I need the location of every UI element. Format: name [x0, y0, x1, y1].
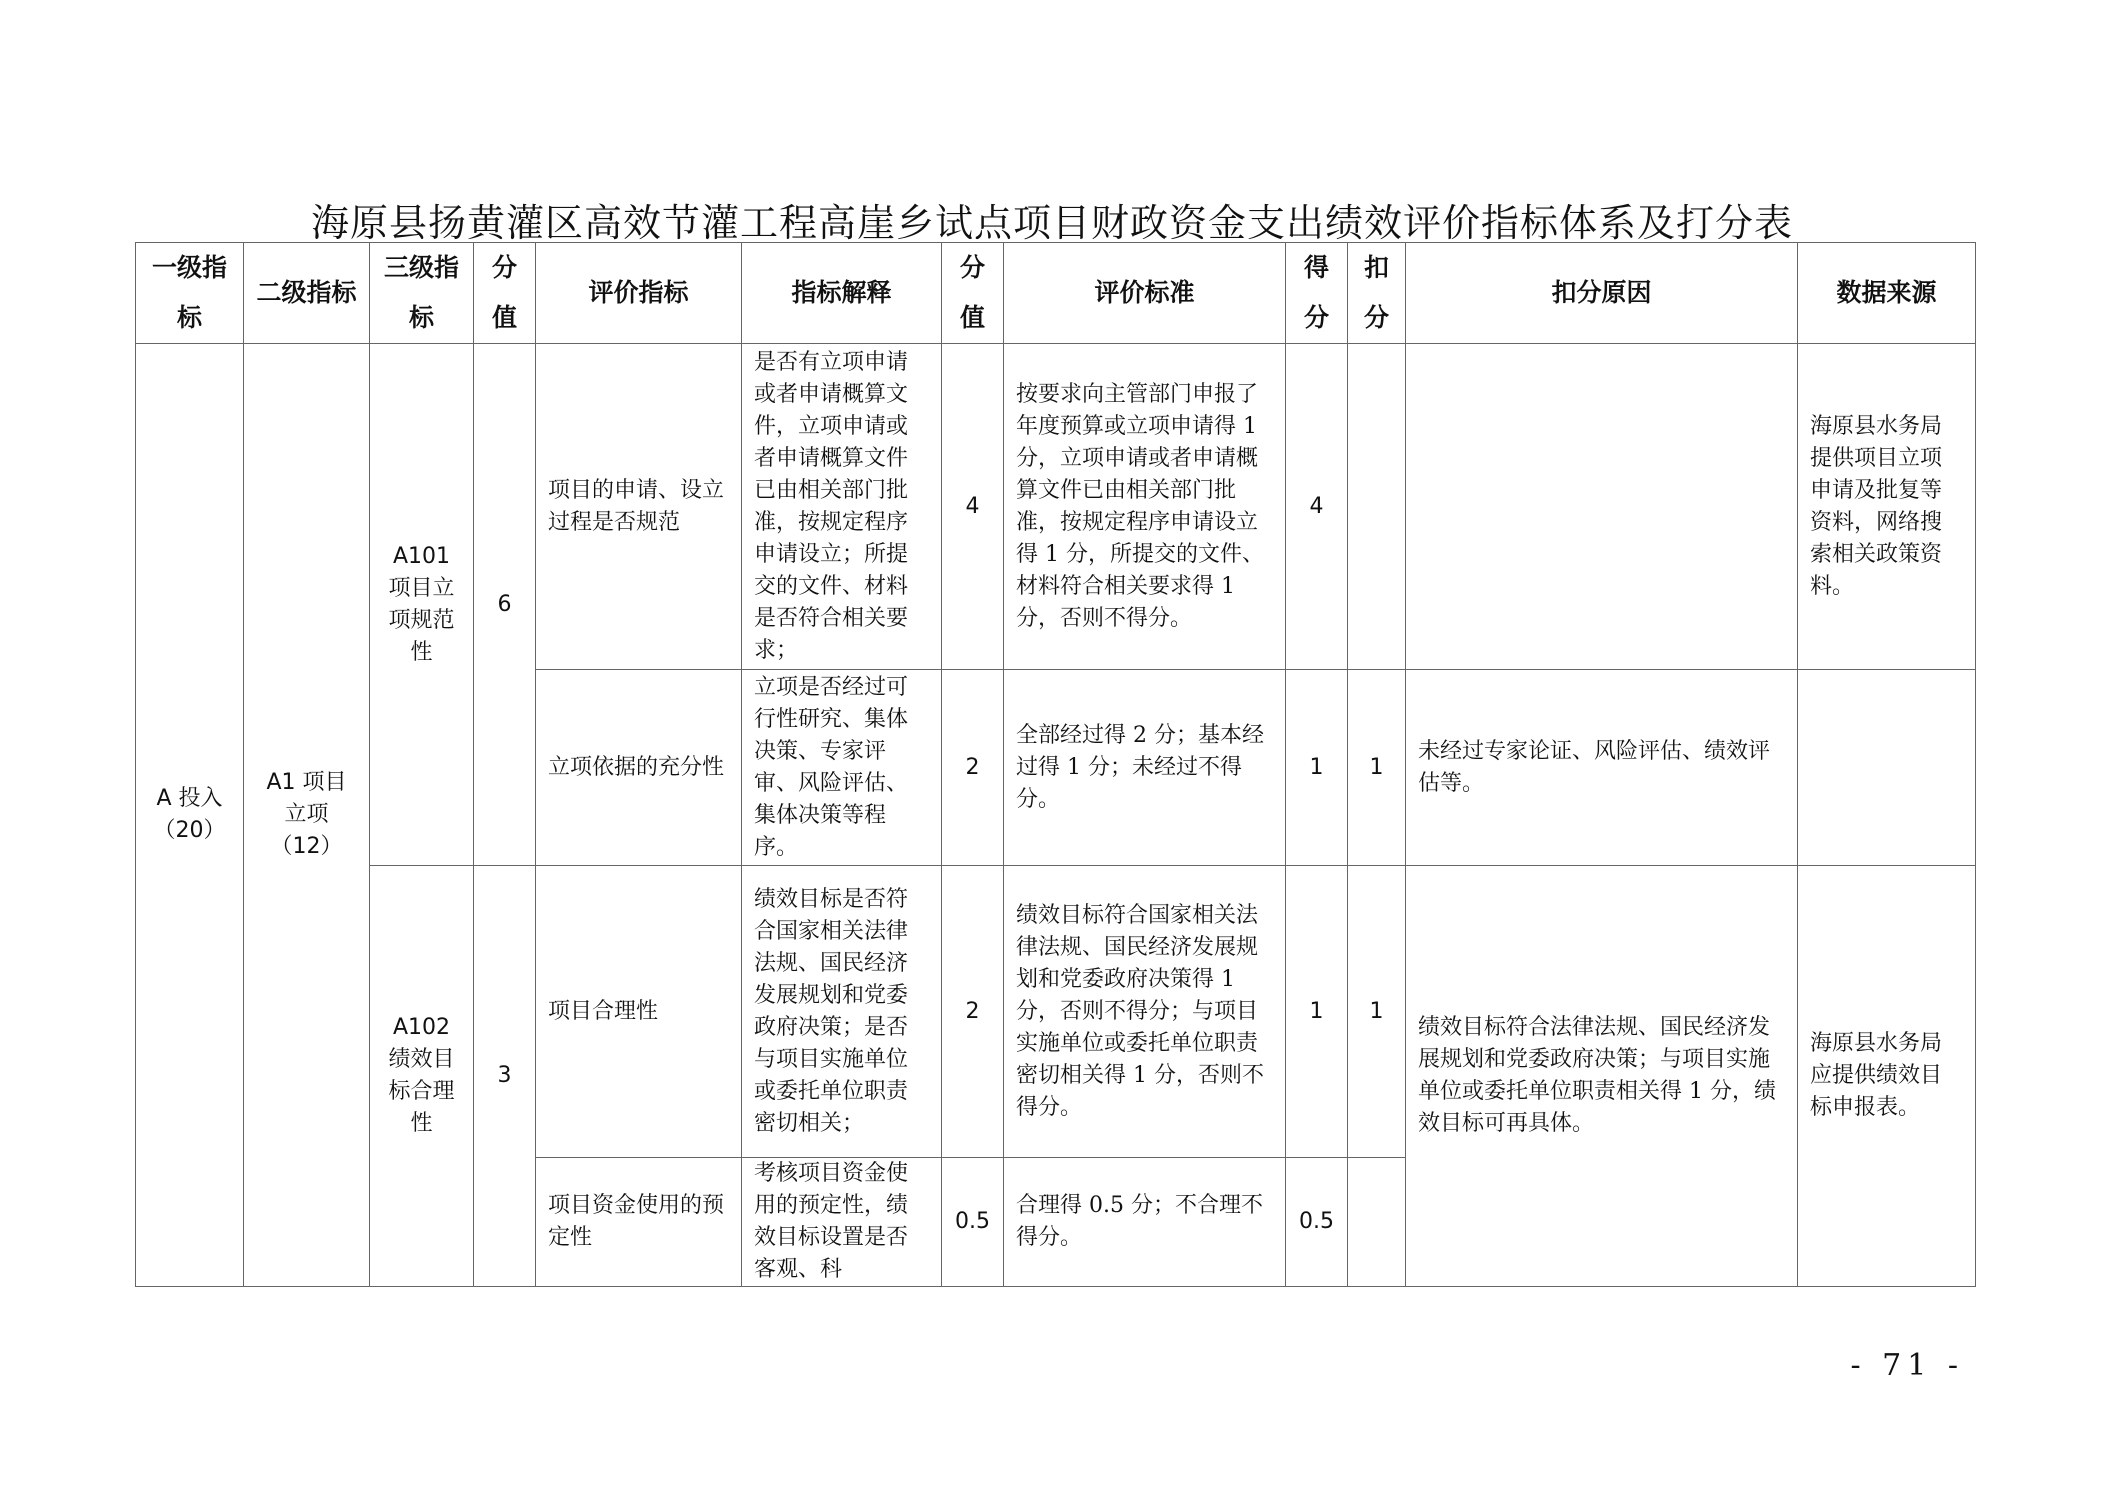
explanation-cell: 考核项目资金使用的预定性，绩效目标设置是否客观、科: [742, 1158, 942, 1287]
deduct-cell: 1: [1348, 670, 1406, 866]
deduct-reason-cell: 未经过专家论证、风险评估、绩效评估等。: [1406, 670, 1798, 866]
header-score-value-2: 分值: [942, 243, 1004, 344]
data-source-cell: 海原县水务局应提供绩效目标申报表。: [1798, 866, 1976, 1287]
header-score-value: 分值: [474, 243, 536, 344]
table-row: [136, 866, 1976, 1158]
indicator-cell: 项目合理性: [536, 866, 742, 1158]
score-got-cell: 0.5: [1286, 1158, 1348, 1287]
header-row: [136, 243, 1976, 344]
header-level3: 三级指标: [370, 243, 474, 344]
explanation-cell: 立项是否经过可行性研究、集体决策、专家评审、风险评估、集体决策等程序。: [742, 670, 942, 866]
score-got-cell: 4: [1286, 344, 1348, 670]
data-source-cell: [1798, 670, 1976, 866]
page-number: - 71 -: [1850, 1348, 1964, 1383]
standard-cell: 合理得 0.5 分；不合理不得分。: [1004, 1158, 1286, 1287]
level3-score-cell: 3: [474, 866, 536, 1287]
explanation-cell: 绩效目标是否符合国家相关法律法规、国民经济发展规划和党委政府决策；是否与项目实施单位或委托单位职责密切相关；: [742, 866, 942, 1158]
level3-score-cell: 6: [474, 344, 536, 866]
header-indicator: 评价指标: [536, 243, 742, 344]
level3-cell: A101 项目立项规范性: [370, 344, 474, 866]
value-cell: 2: [942, 866, 1004, 1158]
score-got-cell: 1: [1286, 670, 1348, 866]
value-cell: 0.5: [942, 1158, 1004, 1287]
level3-cell: A102 绩效目标合理性: [370, 866, 474, 1287]
level2-cell: A1 项目立项（12）: [244, 344, 370, 1287]
header-explanation: 指标解释: [742, 243, 942, 344]
explanation-cell: 是否有立项申请或者申请概算文件，立项申请或者申请概算文件已由相关部门批准，按规定程序申请设立；所提交的文件、材料是否符合相关要求；: [742, 344, 942, 670]
deduct-reason-cell: [1406, 344, 1798, 670]
standard-cell: 按要求向主管部门申报了年度预算或立项申请得 1 分，立项申请或者申请概算文件已由相关部门批准，按规定程序申请设立得 1 分，所提交的文件、材料符合相关要求得 1 分，否则不得分。: [1004, 344, 1286, 670]
deduct-reason-cell: 绩效目标符合法律法规、国民经济发展规划和党委政府决策；与项目实施单位或委托单位职责相关得 1 分，绩效目标可再具体。: [1406, 866, 1798, 1287]
value-cell: 2: [942, 670, 1004, 866]
deduct-cell: 1: [1348, 866, 1406, 1158]
score-got-cell: 1: [1286, 866, 1348, 1158]
header-level2: 二级指标: [244, 243, 370, 344]
standard-cell: 全部经过得 2 分；基本经过得 1 分；未经过不得分。: [1004, 670, 1286, 866]
indicator-cell: 项目资金使用的预定性: [536, 1158, 742, 1287]
header-score-got: 得分: [1286, 243, 1348, 344]
evaluation-table: [135, 242, 1976, 1287]
page-title: 海原县扬黄灌区高效节灌工程高崖乡试点项目财政资金支出绩效评价指标体系及打分表: [310, 201, 1793, 245]
standard-cell: 绩效目标符合国家相关法律法规、国民经济发展规划和党委政府决策得 1 分，否则不得分；与项目实施单位或委托单位职责密切相关得 1 分，否则不得分。: [1004, 866, 1286, 1158]
indicator-cell: 项目的申请、设立过程是否规范: [536, 344, 742, 670]
header-standard: 评价标准: [1004, 243, 1286, 344]
level1-cell: A 投入（20）: [136, 344, 244, 1287]
indicator-cell: 立项依据的充分性: [536, 670, 742, 866]
header-data-source: 数据来源: [1798, 243, 1976, 344]
header-level1: 一级指标: [136, 243, 244, 344]
value-cell: 4: [942, 344, 1004, 670]
table-row: [136, 344, 1976, 670]
header-deduct: 扣分: [1348, 243, 1406, 344]
data-source-cell: 海原县水务局提供项目立项申请及批复等资料，网络搜索相关政策资料。: [1798, 344, 1976, 670]
header-deduct-reason: 扣分原因: [1406, 243, 1798, 344]
deduct-cell: [1348, 1158, 1406, 1287]
deduct-cell: [1348, 344, 1406, 670]
